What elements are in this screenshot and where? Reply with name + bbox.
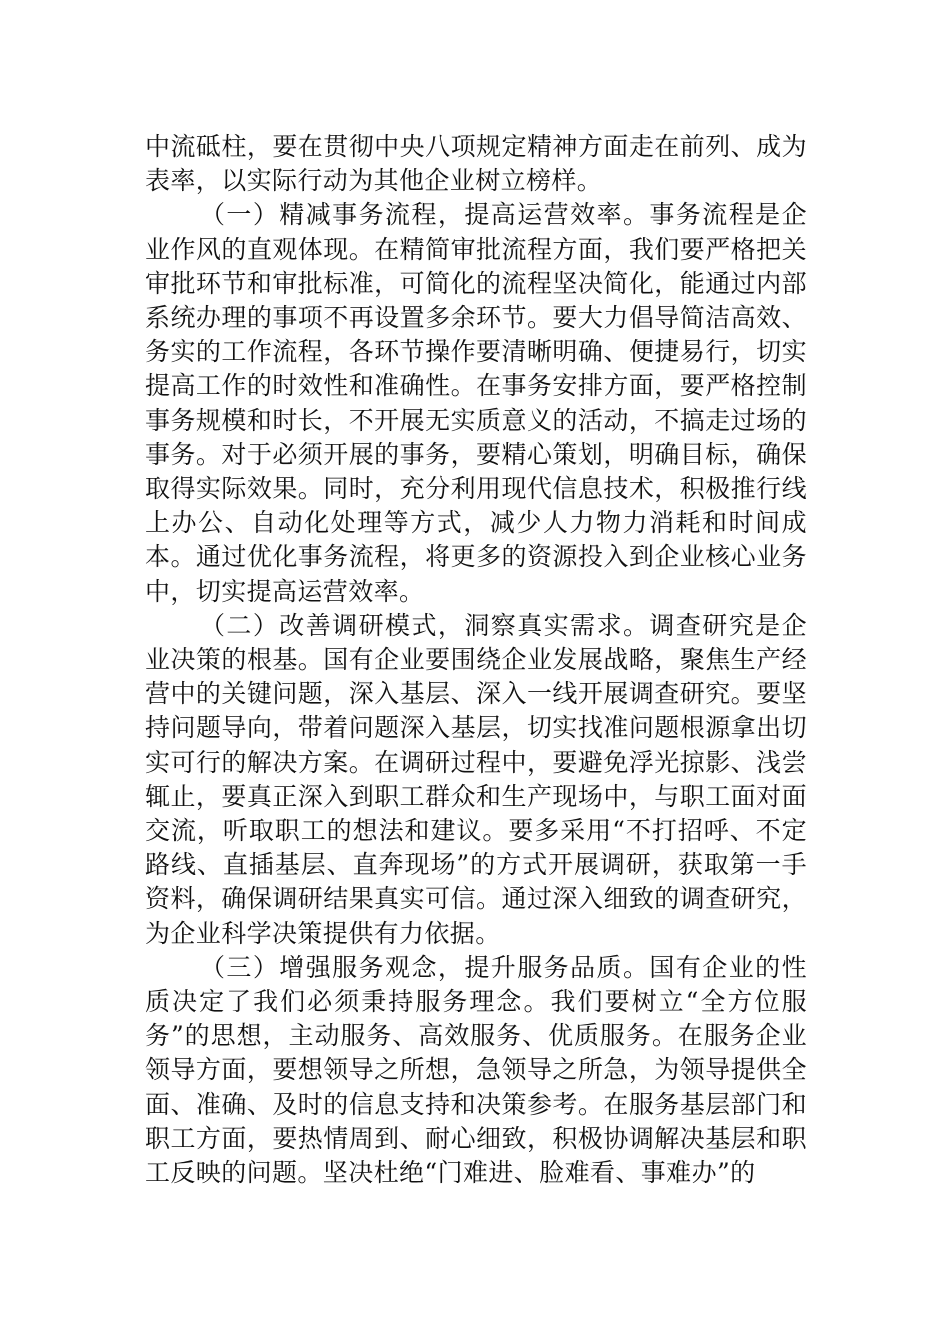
document-body xyxy=(145,130,807,1190)
paragraph-continuation: 中流砥柱，要在贯彻中央八项规定精神方面走在前列、成为表率，以实际行动为其他企业树立榜样。 xyxy=(145,132,807,196)
paragraph-section-2: （二）改善调研模式，洞察真实需求。调查研究是企业决策的根基。国有企业要围绕企业发展战略，聚焦生产经营中的关键问题，深入基层、深入一线开展调查研究。要坚持问题导向，带着问题深入基层，切实找准问题根源拿出切实可行的解决方案。在调研过程中，要避免浮光掠影、浅尝辄止，要真正深入到职工群众和生产现场中，与职工面对面交流，听取职工的想法和建议。要多采用“不打招呼、不定路线、直插基层、直奔现场”的方式开展调研，获取第一手资料，确保调研结果真实可信。通过深入细致的调查研究，为企业科学决策提供有力依据。 xyxy=(145,610,807,948)
paragraph-section-3: （三）增强服务观念，提升服务品质。国有企业的性质决定了我们必须秉持服务理念。我们要树立“全方位服务”的思想，主动服务、高效服务、优质服务。在服务企业领导方面，要想领导之所想，急领导之所急，为领导提供全面、准确、及时的信息支持和决策参考。在服务基层部门和职工方面，要热情周到、耐心细致，积极协调解决基层和职工反映的问题。坚决杜绝“门难进、脸难看、事难办”的 xyxy=(145,952,807,1188)
paragraph-section-1: （一）精减事务流程，提高运营效率。事务流程是企业作风的直观体现。在精简审批流程方面，我们要严格把关审批环节和审批标准，可简化的流程坚决简化，能通过内部系统办理的事项不再设置多余环节。要大力倡导简洁高效、务实的工作流程，各环节操作要清晰明确、便捷易行，切实提高工作的时效性和准确性。在事务安排方面，要严格控制事务规模和时长，不开展无实质意义的活动，不搞走过场的事务。对于必须开展的事务，要精心策划，明确目标，确保取得实际效果。同时，充分利用现代信息技术，积极推行线上办公、自动化处理等方式，减少人力物力消耗和时间成本。通过优化事务流程，将更多的资源投入到企业核心业务中，切实提高运营效率。 xyxy=(145,200,807,606)
